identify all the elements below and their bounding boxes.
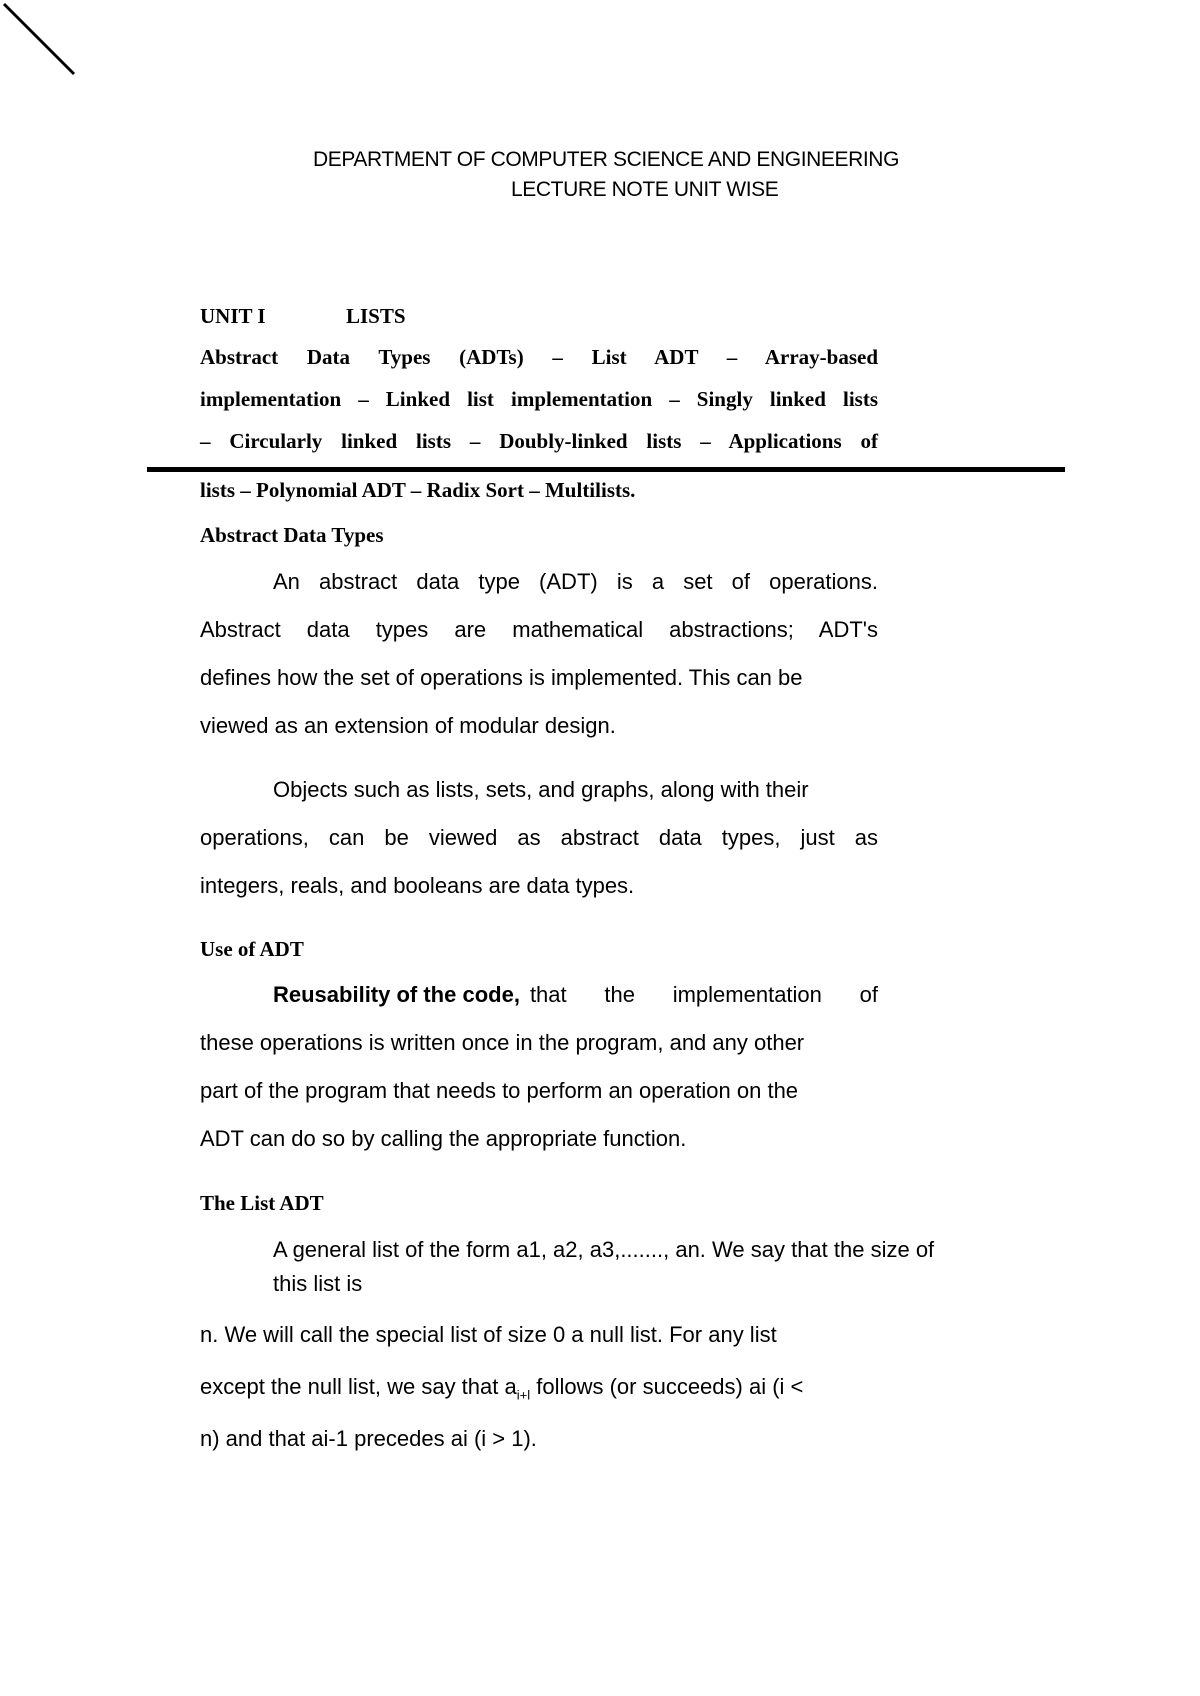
list-adt-line-2: this list is — [273, 1271, 363, 1296]
use-line-1 — [273, 982, 878, 1008]
list-adt-line-5: n) and that ai-1 precedes ai (i > 1). — [200, 1426, 537, 1451]
syllabus-line-4: lists – Polynomial ADT – Radix Sort – Multilists. — [200, 478, 636, 502]
adt-para1-line-3: defines how the set of operations is implemented. This can be — [200, 665, 803, 690]
use-line-4: ADT can do so by calling the appropriate function. — [200, 1126, 687, 1151]
adt-para1-line-1: An abstract data type (ADT) is a set of operations. — [273, 569, 878, 594]
list-adt-line-4-subscript: i+l — [516, 1387, 531, 1403]
syllabus-line-1: Abstract Data Types (ADTs) – List ADT – Array-based — [200, 345, 878, 369]
syllabus-line-3: – Circularly linked lists – Doubly-linked lists – Applications of — [200, 429, 878, 453]
list-adt-line-1: A general list of the form a1, a2, a3,......., an. We say that the size of — [273, 1237, 935, 1262]
reusability-bold-lead: Reusability of the code, — [273, 982, 520, 1007]
adt-para1-line-4: viewed as an extension of modular design. — [200, 713, 616, 738]
use-line-3: part of the program that needs to perform an operation on the — [200, 1078, 799, 1103]
list-adt-line-4-pre: except the null list, we say that a — [200, 1374, 517, 1399]
lecture-note-subtitle: LECTURE NOTE UNIT WISE — [511, 178, 779, 201]
adt-para1-line-2: Abstract data types are mathematical abstractions; ADT's — [200, 617, 878, 642]
unit-title: LISTS — [346, 304, 406, 328]
horizontal-rule — [147, 467, 1065, 472]
list-adt-line-4 — [200, 1374, 803, 1402]
use-line-2: these operations is written once in the program, and any other — [200, 1030, 805, 1055]
adt-para2-line-2: operations, can be viewed as abstract data types, just as — [200, 825, 878, 850]
use-line-1-rest: that the implementation of — [529, 982, 878, 1007]
adt-para2-line-1: Objects such as lists, sets, and graphs, along with their — [273, 777, 809, 802]
adt-heading: Abstract Data Types — [200, 523, 384, 547]
list-adt-heading: The List ADT — [200, 1191, 324, 1215]
unit-label: UNIT I — [200, 304, 266, 328]
syllabus-line-2: implementation – Linked list implementation – Singly linked lists — [200, 387, 878, 411]
corner-diagonal-line — [0, 0, 90, 90]
department-title: DEPARTMENT OF COMPUTER SCIENCE AND ENGINEERING — [313, 148, 900, 171]
list-adt-line-4-post: follows (or succeeds) ai (i < — [530, 1374, 804, 1399]
list-adt-line-3: n. We will call the special list of size 0 a null list. For any list — [200, 1322, 777, 1347]
adt-para2-line-3: integers, reals, and booleans are data types. — [200, 873, 635, 898]
use-of-adt-heading: Use of ADT — [200, 937, 304, 961]
